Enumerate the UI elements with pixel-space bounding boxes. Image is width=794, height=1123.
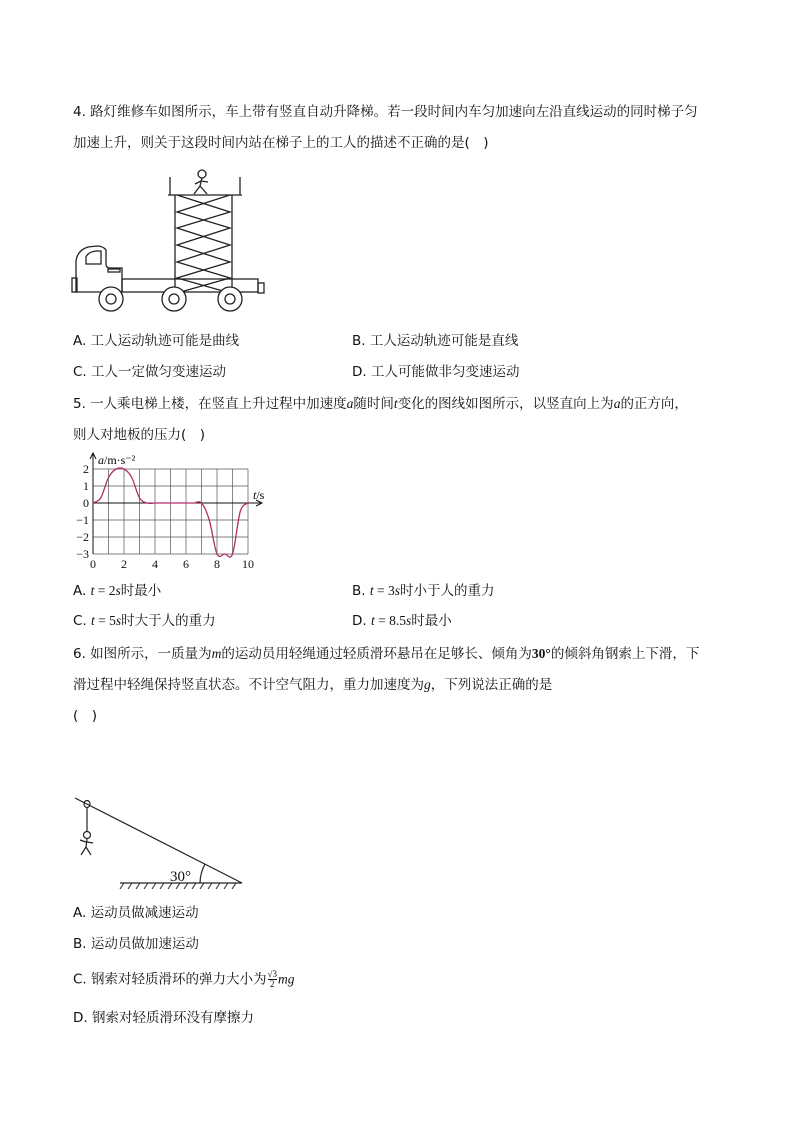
q5-option-d — [352, 612, 452, 630]
q6-option-d: D. 钢索对轻质滑环没有摩擦力 — [73, 1010, 254, 1026]
q5-option-d-var: t — [370, 613, 375, 628]
q6-fraction — [268, 970, 277, 989]
x-tick-label: 2 — [121, 557, 127, 571]
y-tick-label: 1 — [83, 479, 89, 493]
q5-option-a-unit: s — [115, 583, 121, 598]
q4-stem-line1: 4. 路灯维修车如图所示，车上带有竖直自动升降梯。若一段时间内车匀加速向左沿直线运动的同时梯子匀 — [73, 104, 698, 120]
angle-arc — [200, 864, 205, 883]
q5-option-c-eq: = 5 — [94, 613, 116, 628]
q5-stem-line1 — [73, 395, 688, 413]
scissor-lift — [175, 195, 232, 293]
q5-option-c-letter: C. — [73, 613, 87, 629]
q6-stem-part5: ，下列说法正确的是 — [430, 677, 553, 693]
chart-grid — [93, 469, 248, 554]
q5-stem-part2: 随时间 — [353, 396, 394, 412]
q5-option-b-var: t — [369, 583, 374, 598]
q6-option-b: B. 运动员做加速运动 — [73, 936, 199, 952]
x-tick-label: 0 — [90, 557, 96, 571]
q4-option-c: C. 工人一定做匀变速运动 — [73, 364, 227, 380]
q6-stem-line2 — [73, 676, 552, 694]
q6-option-c-text: C. 钢索对轻质滑环的弹力大小为 — [73, 971, 267, 988]
q5-option-b-eq: = 3 — [373, 583, 395, 598]
q5-option-a-letter: A. — [73, 583, 87, 599]
worker-icon — [194, 170, 208, 194]
q5-option-b-unit: s — [394, 583, 401, 598]
q6-fraction-den: 2 — [269, 979, 275, 989]
q6-angle: 30° — [531, 646, 551, 661]
y-tick-label: −1 — [76, 513, 89, 527]
y-tick-label: −2 — [76, 530, 89, 544]
q5-option-c-text: 时大于人的重力 — [121, 613, 216, 629]
q5-option-c-var: t — [91, 613, 95, 628]
q5-var-a2: a — [613, 396, 621, 411]
steel-cable — [75, 798, 242, 883]
q6-option-a: A. 运动员做减速运动 — [73, 905, 199, 921]
q5-option-a-text: 时最小 — [120, 583, 162, 599]
q5-var-t: t — [393, 396, 398, 411]
q6-cable-figure — [70, 795, 250, 895]
q5-option-d-letter: D. — [352, 613, 367, 629]
q5-option-d-text: 时最小 — [411, 613, 452, 629]
x-tick-label: 8 — [214, 557, 220, 571]
q5-stem-part3: 变化的图线如图所示，以竖直向上为 — [397, 396, 614, 412]
x-tick-label: 10 — [242, 557, 254, 571]
x-tick-label: 6 — [183, 557, 189, 571]
q5-acceleration-chart — [70, 450, 270, 572]
q5-option-d-unit: s — [406, 613, 412, 628]
chart-xlabel: t/s — [253, 488, 265, 502]
chart-ticks — [76, 462, 254, 571]
q6-var-m: m — [211, 646, 222, 661]
q6-stem-part4: 滑过程中轻绳保持竖直状态。不计空气阻力，重力加速度为 — [73, 677, 424, 693]
q4-truck-figure — [70, 165, 270, 315]
q5-option-a — [73, 582, 161, 600]
q5-option-b — [352, 582, 495, 600]
q5-option-a-eq: = 2 — [94, 583, 116, 598]
q6-stem-line1 — [73, 645, 699, 663]
q5-option-b-text: 时小于人的重力 — [400, 583, 495, 599]
q5-option-c-unit: s — [115, 613, 122, 628]
q5-var-a: a — [346, 396, 354, 411]
q5-stem-part4: 的正方向， — [620, 396, 688, 412]
q6-var-g: g — [424, 677, 431, 692]
q5-option-b-letter: B. — [352, 583, 366, 599]
chart-ylabel: a/m·s⁻² — [98, 453, 136, 467]
x-tick-label: 4 — [152, 557, 158, 571]
q6-stem-part2: 的运动员用轻绳通过轻质滑环悬吊在足够长、倾角为 — [221, 646, 532, 662]
angle-label: 30° — [170, 869, 191, 885]
y-tick-label: −3 — [76, 547, 89, 561]
athlete-icon — [80, 832, 93, 856]
q6-stem-part3: 的倾斜角钢索上下滑，下 — [550, 646, 700, 662]
q5-option-c — [73, 612, 216, 630]
q5-stem-line2: 则人对地板的压力( ) — [73, 427, 206, 443]
q4-stem-line2: 加速上升，则关于这段时间内站在梯子上的工人的描述不正确的是( ) — [73, 135, 489, 151]
q4-option-b: B. 工人运动轨迹可能是直线 — [352, 333, 519, 349]
q6-option-c-var: mg — [277, 971, 295, 987]
y-tick-label: 0 — [83, 496, 89, 510]
q6-option-c — [73, 970, 294, 989]
q6-stem-line3: ( ) — [73, 708, 98, 724]
q4-option-a: A. 工人运动轨迹可能是曲线 — [73, 333, 240, 349]
q5-stem-part1: 5. 一人乘电梯上楼，在竖直上升过程中加速度 — [73, 396, 347, 412]
q4-option-d: D. 工人可能做非匀变速运动 — [352, 364, 520, 380]
q5-option-d-eq: = 8.5 — [374, 613, 406, 628]
truck-wheels — [99, 287, 242, 311]
q6-stem-part1: 6. 如图所示，一质量为 — [73, 646, 212, 662]
truck-cab — [72, 246, 122, 292]
y-tick-label: 2 — [83, 462, 89, 476]
q6-fraction-num: √3 — [267, 969, 277, 979]
q5-option-a-var: t — [90, 583, 95, 598]
